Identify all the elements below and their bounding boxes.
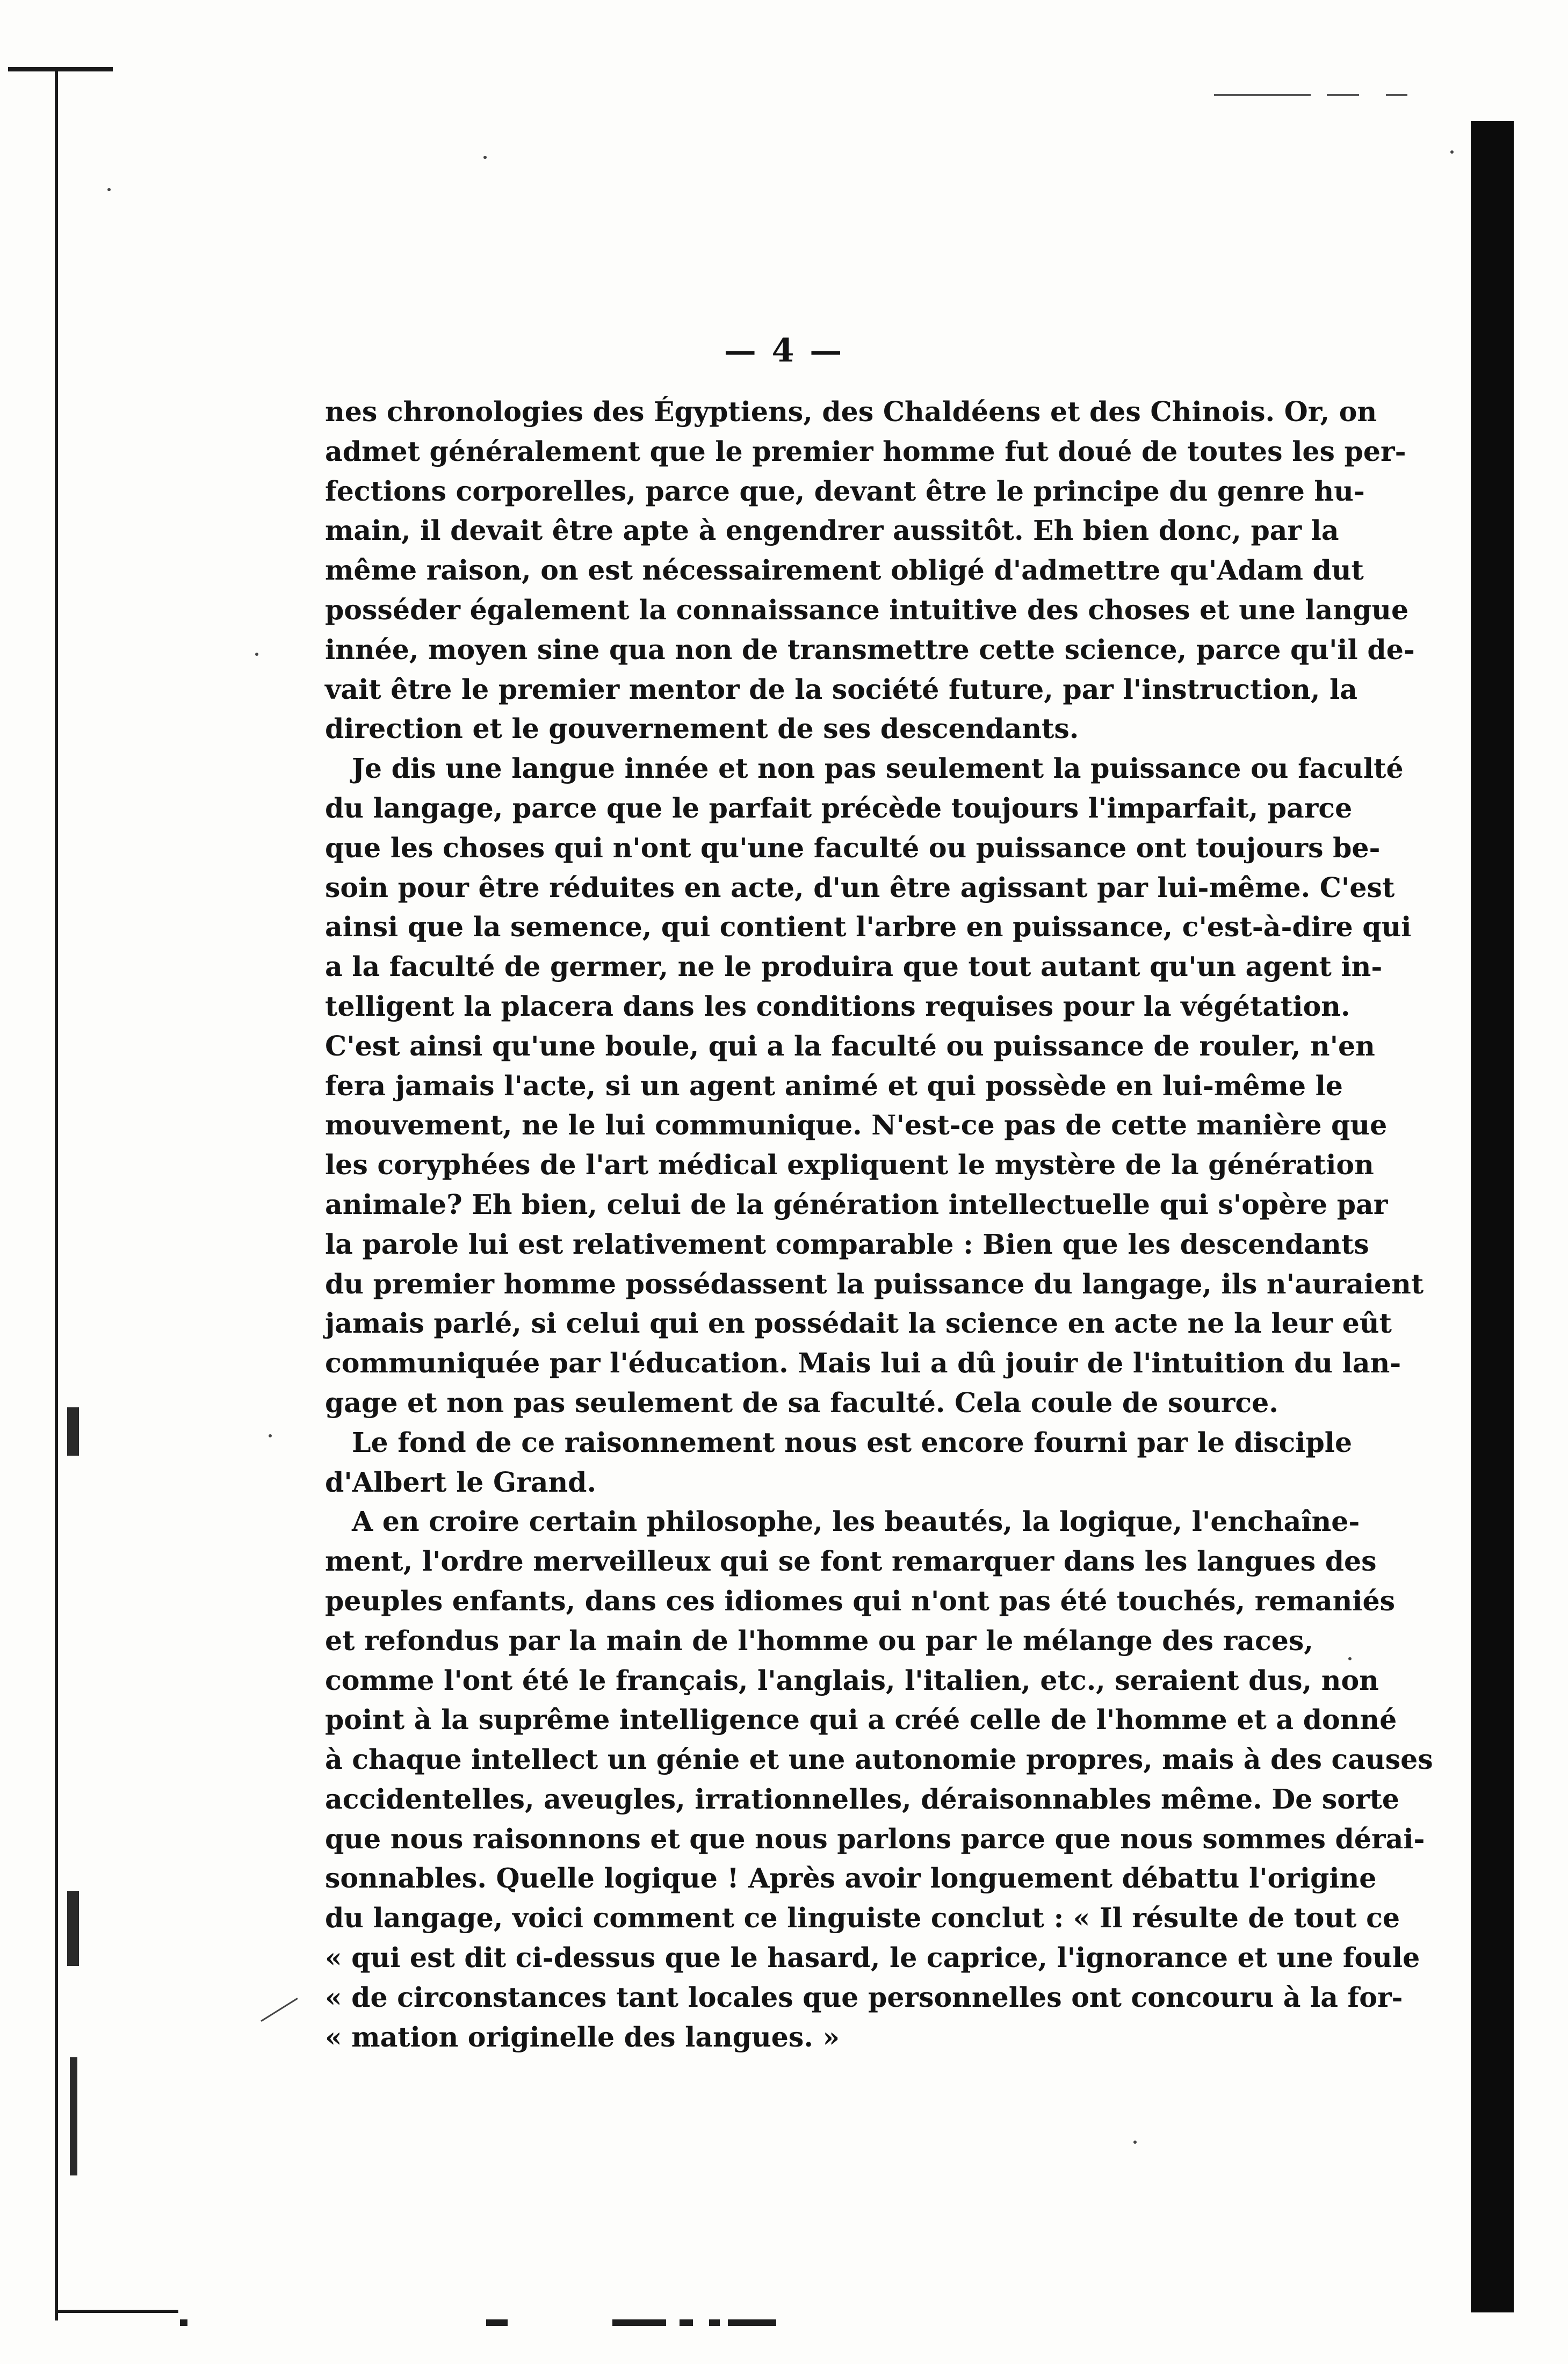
body-text [325,392,1433,2057]
scan-edge-line-left [55,70,58,2320]
text-line: « mation originelle des langues. » [325,2021,840,2053]
text-line: main, il devait être apte à engendrer aussitôt. Eh bien donc, par la [325,515,1339,547]
text-line: accidentelles, aveugles, irrationnelles, déraisonnables même. De sorte [325,1783,1400,1815]
text-line: que les choses qui n'ont qu'une faculté ou puissance ont toujours be- [325,832,1381,864]
scan-speck [269,1434,272,1437]
text-line: A en croire certain philosophe, les beautés, la logique, l'enchaîne- [352,1506,1360,1538]
text-line: à chaque intellect un génie et une autonomie propres, mais à des causes [325,1744,1433,1776]
text-line: mouvement, ne le lui communique. N'est-ce pas de cette manière que [325,1109,1388,1141]
text-line: du langage, voici comment ce linguiste conclut : « Il résulte de tout ce [325,1902,1400,1934]
scan-smudge [67,1407,79,1456]
scan-speck [483,156,487,159]
text-line: et refondus par la main de l'homme ou par le mélange des races, [325,1624,1313,1657]
scan-pencil-stroke [261,1998,298,2022]
text-line: même raison, on est nécessairement obligé d'admettre qu'Adam dut [325,554,1364,587]
text-line: « qui est dit ci-dessus que le hasard, le caprice, l'ignorance et une foule [325,1942,1420,1974]
text-line: Le fond de ce raisonnement nous est encore fourni par le disciple [352,1426,1353,1458]
text-line: la parole lui est relativement comparable : Bien que les descendants [325,1228,1369,1260]
scan-dash [709,2319,720,2326]
scan-dash [1327,94,1359,96]
text-line: du premier homme possédassent la puissance du langage, ils n'auraient [325,1268,1424,1300]
scan-dash [1214,94,1311,96]
text-line: sonnables. Quelle logique ! Après avoir longuement débattu l'origine [325,1862,1377,1895]
scan-dash [1386,94,1407,96]
text-line: direction et le gouvernement de ses descendants. [325,713,1079,745]
scan-edge-bottom-left [55,2310,178,2313]
text-line: gage et non pas seulement de sa faculté. Cela coule de source. [325,1386,1278,1419]
text-line: soin pour être réduites en acte, d'un être agissant par lui-même. C'est [325,871,1395,903]
text-line: telligent la placera dans les conditions requises pour la végétation. [325,990,1350,1022]
scan-speck [1133,2141,1137,2144]
text-line: innée, moyen sine qua non de transmettre cette science, parce qu'il de- [325,633,1415,666]
text-line: comme l'ont été le français, l'anglais, l'italien, etc., seraient dus, non [325,1664,1379,1696]
scan-dash [486,2319,508,2326]
scan-smudge [67,1891,79,1966]
text-line: vait être le premier mentor de la société future, par l'instruction, la [325,673,1357,705]
page-number: — 4 — [724,332,844,370]
text-line: fera jamais l'acte, si un agent animé et qui possède en lui-même le [325,1069,1343,1102]
scan-speck [1348,1657,1352,1660]
text-line: « de circonstances tant locales que personnelles ont concouru à la for- [325,1981,1403,2013]
text-line: que nous raisonnons et que nous parlons parce que nous sommes dérai- [325,1823,1425,1855]
text-line: C'est ainsi qu'une boule, qui a la faculté ou puissance de rouler, n'en [325,1030,1375,1062]
text-line: admet généralement que le premier homme fut doué de toutes les per- [325,435,1406,467]
text-line: peuples enfants, dans ces idiomes qui n'ont pas été touchés, remaniés [325,1585,1396,1617]
scan-speck [1450,150,1454,154]
text-line: posséder également la connaissance intuitive des choses et une langue [325,594,1409,626]
scan-dash [728,2319,776,2326]
scan-dash [612,2319,666,2326]
text-line: a la faculté de germer, ne le produira que tout autant qu'un agent in- [325,951,1383,983]
text-line: d'Albert le Grand. [325,1466,597,1498]
text-line: fections corporelles, parce que, devant être le principe du genre hu- [325,475,1365,507]
scan-speck [107,188,111,191]
text-line: les coryphées de l'art médical expliquent le mystère de la génération [325,1149,1374,1181]
text-line: nes chronologies des Égyptiens, des Chaldéens et des Chinois. Or, on [325,396,1377,428]
scan-speck [255,653,258,656]
text-line: jamais parlé, si celui qui en possédait la science en acte ne la leur eût [325,1307,1392,1340]
scan-edge-bar-right [1471,121,1514,2312]
scan-dash [680,2319,693,2326]
text-line: communiquée par l'éducation. Mais lui a dû jouir de l'intuition du lan- [325,1347,1401,1379]
scan-dash [180,2319,187,2326]
scan-edge-top-left [8,67,113,71]
text-line: ainsi que la semence, qui contient l'arbre en puissance, c'est-à-dire qui [325,911,1412,943]
scan-smudge [70,2057,77,2175]
text-line: animale? Eh bien, celui de la génération intellectuelle qui s'opère par [325,1188,1388,1220]
text-line: du langage, parce que le parfait précède toujours l'imparfait, parce [325,792,1353,824]
text-line: Je dis une langue innée et non pas seulement la puissance ou faculté [352,753,1404,785]
text-line: ment, l'ordre merveilleux qui se font remarquer dans les langues des [325,1545,1377,1578]
text-line: point à la suprême intelligence qui a créé celle de l'homme et a donné [325,1704,1397,1736]
